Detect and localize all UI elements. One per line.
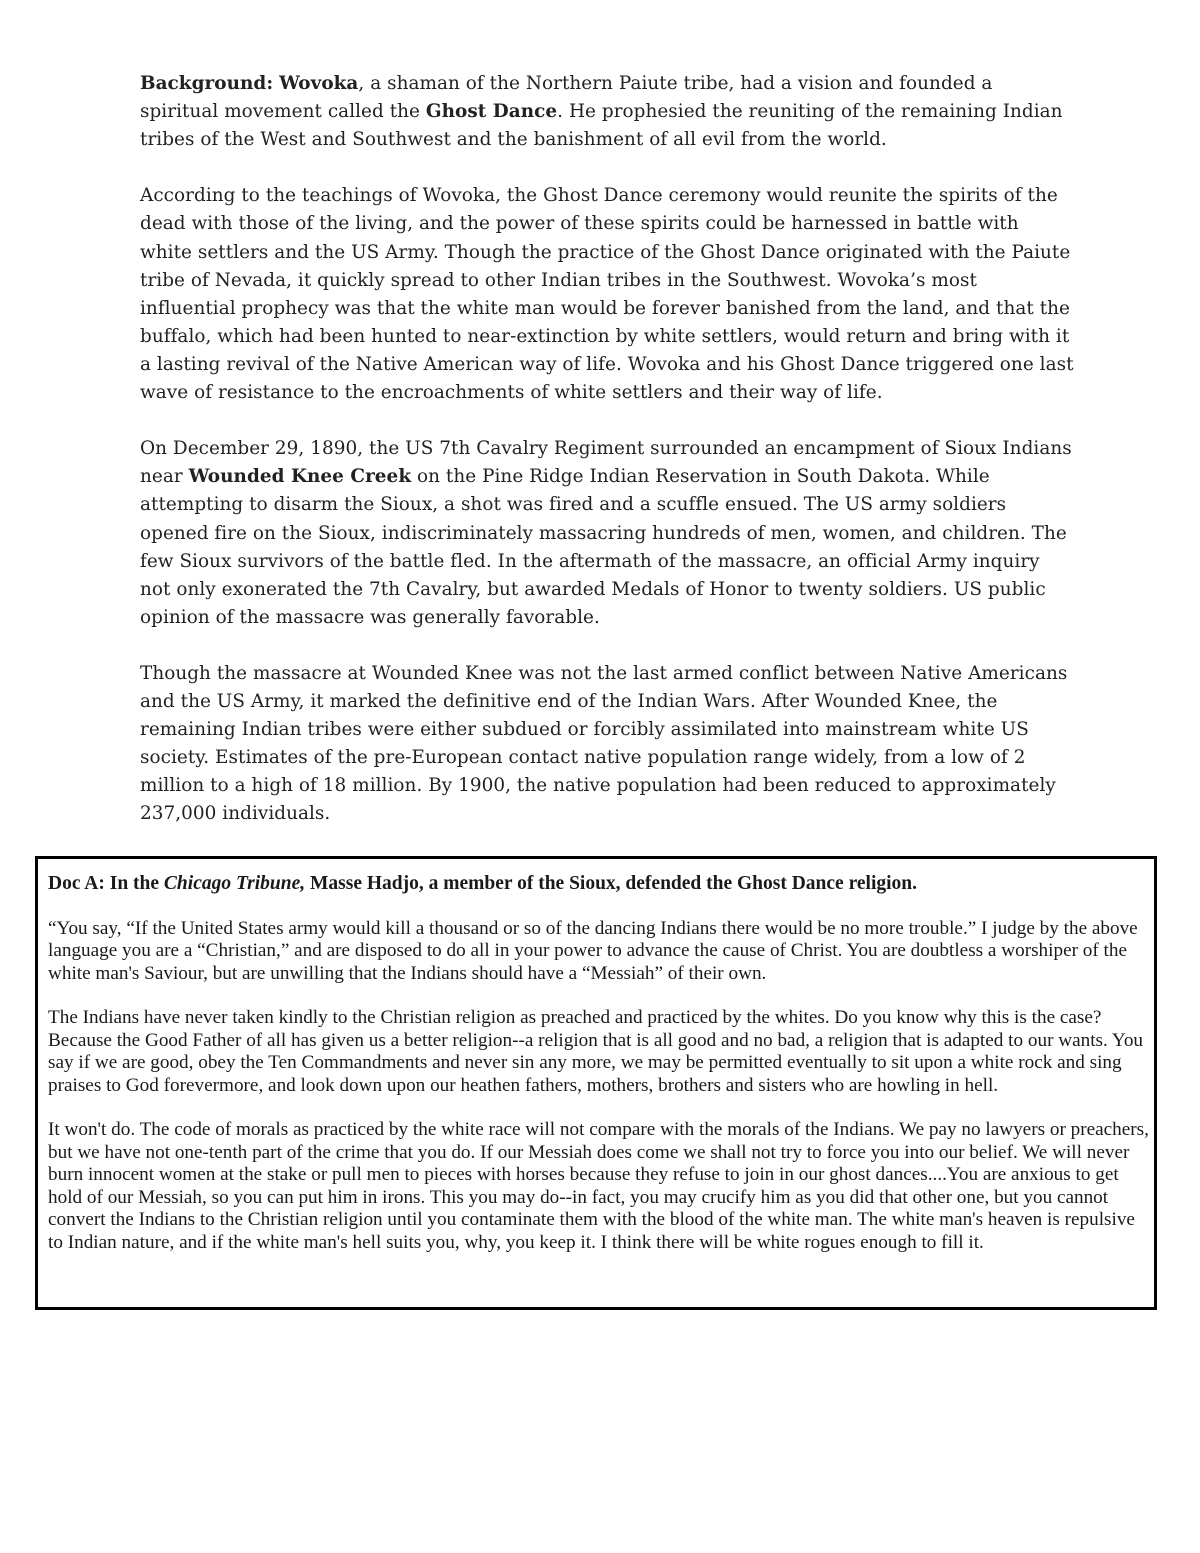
background-p3-text-b: on the Pine Ridge Indian Reservation in South Dakota. While attempting to disarm the Sioux, a shot was fired and a scuffle ensued. The US army soldiers opened fire on the Sioux, indiscriminately massacring hundreds of men, women, and children. The few Sioux survivors of the battle fled. In the aftermath of the massacre, an official Army inquiry not only exonerated the 7th Cavalry, but awarded Medals of Honor to twenty soldiers. US public opinion of the massacre was generally favorable. <box>140 466 1067 628</box>
background-section <box>140 70 1075 857</box>
background-label: Background: <box>140 73 274 94</box>
doc-a-paragraph-1: “You say, “If the United States army would kill a thousand or so of the dancing Indians there would be no more trouble.” I judge by the above language you are a “Christian,” and are disposed to do all in your power to advance the cause of Christ. You are doubtless a worshiper of the white man's Saviour, but are unwilling that the Indians should have a “Messiah” of their own. <box>48 917 1138 984</box>
wounded-knee-term: Wounded Knee Creek <box>188 466 412 488</box>
ghost-dance-term: Ghost Dance <box>425 101 558 123</box>
doc-a-source: Chicago Tribune, <box>163 873 306 894</box>
doc-a-paragraph-3: It won't do. The code of morals as practiced by the white race will not compare with the morals of the Indians. We pay no lawyers or preachers, but we have not one-tenth part of the crime that you do. If our Messiah does come we shall not try to force you into our belief. We will never burn innocent women at the stake or pull men to pieces with horses because they refuse to join in our ghost dances....You are anxious to get hold of our Messiah, so you can put him in irons. This you may do--in fact, you may crucify him as you did that other one, but you cannot convert the Indians to the Christian religion until you contaminate them with the blood of the white man. The white man's heaven is repulsive to Indian nature, and if the white man's hell suits you, why, you keep it. I think there will be white rogues enough to fill it. <box>48 1119 1149 1253</box>
doc-a-heading <box>48 873 1154 896</box>
background-paragraph-2: According to the teachings of Wovoka, the Ghost Dance ceremony would reunite the spirits of the dead with those of the living, and the power of these spirits could be harnessed in battle with white settlers and the US Army. Though the practice of the Ghost Dance originated with the Paiute tribe of Nevada, it quickly spread to other Indian tribes in the Southwest. Wovoka’s most influential prophecy was that the white man would be forever banished from the land, and that the buffalo, which had been hunted to near-extinction by white settlers, would return and bring with it a lasting revival of the Native American way of life. Wovoka and his Ghost Dance triggered one last wave of resistance to the encroachments of white settlers and their way of life. <box>140 185 1074 404</box>
wovoka-term: Wovoka <box>279 73 359 94</box>
background-p3-text-a: On December 29, 1890, the US 7th Cavalry Regiment surrounded an encampment of Sioux Indians near <box>140 438 1072 488</box>
background-paragraph-3 <box>140 435 1075 632</box>
doc-a-paragraph-2: The Indians have never taken kindly to the Christian religion as preached and practiced by the whites. Do you know why this is the case? Because the Good Father of all has given us a better religion--a religion that is all good and no bad, a religion that is adapted to our wants. You say if we are good, obey the Ten Commandments and never sin any more, we may be permitted eventually to sit upon a white rock and sing praises to God forevermore, and look down upon our heathen fathers, mothers, brothers and sisters who are howling in hell. <box>48 1007 1144 1096</box>
doc-a-box <box>35 856 1157 1310</box>
background-p1-text-b: . He prophesied the reuniting of the remaining Indian tribes of the West and Southwest and the banishment of all evil from the world. <box>140 101 1063 151</box>
background-paragraph-4: Though the massacre at Wounded Knee was not the last armed conflict between Native Americans and the US Army, it marked the definitive end of the Indian Wars. After Wounded Knee, the remaining Indian tribes were either subdued or forcibly assimilated into mainstream white US society. Estimates of the pre-European contact native population range widely, from a low of 2 million to a high of 18 million. By 1900, the native population had been reduced to approximately 237,000 individuals. <box>140 662 1068 825</box>
doc-a-heading-text-b: Masse Hadjo, a member of the Sioux, defended the Ghost Dance religion. <box>305 873 918 894</box>
background-p1-text-a: , a shaman of the Northern Paiute tribe, had a vision and founded a spiritual movement called the <box>140 73 993 123</box>
background-paragraph-1 <box>140 70 1075 154</box>
doc-a-heading-text-a: Doc A: In the <box>48 873 164 894</box>
